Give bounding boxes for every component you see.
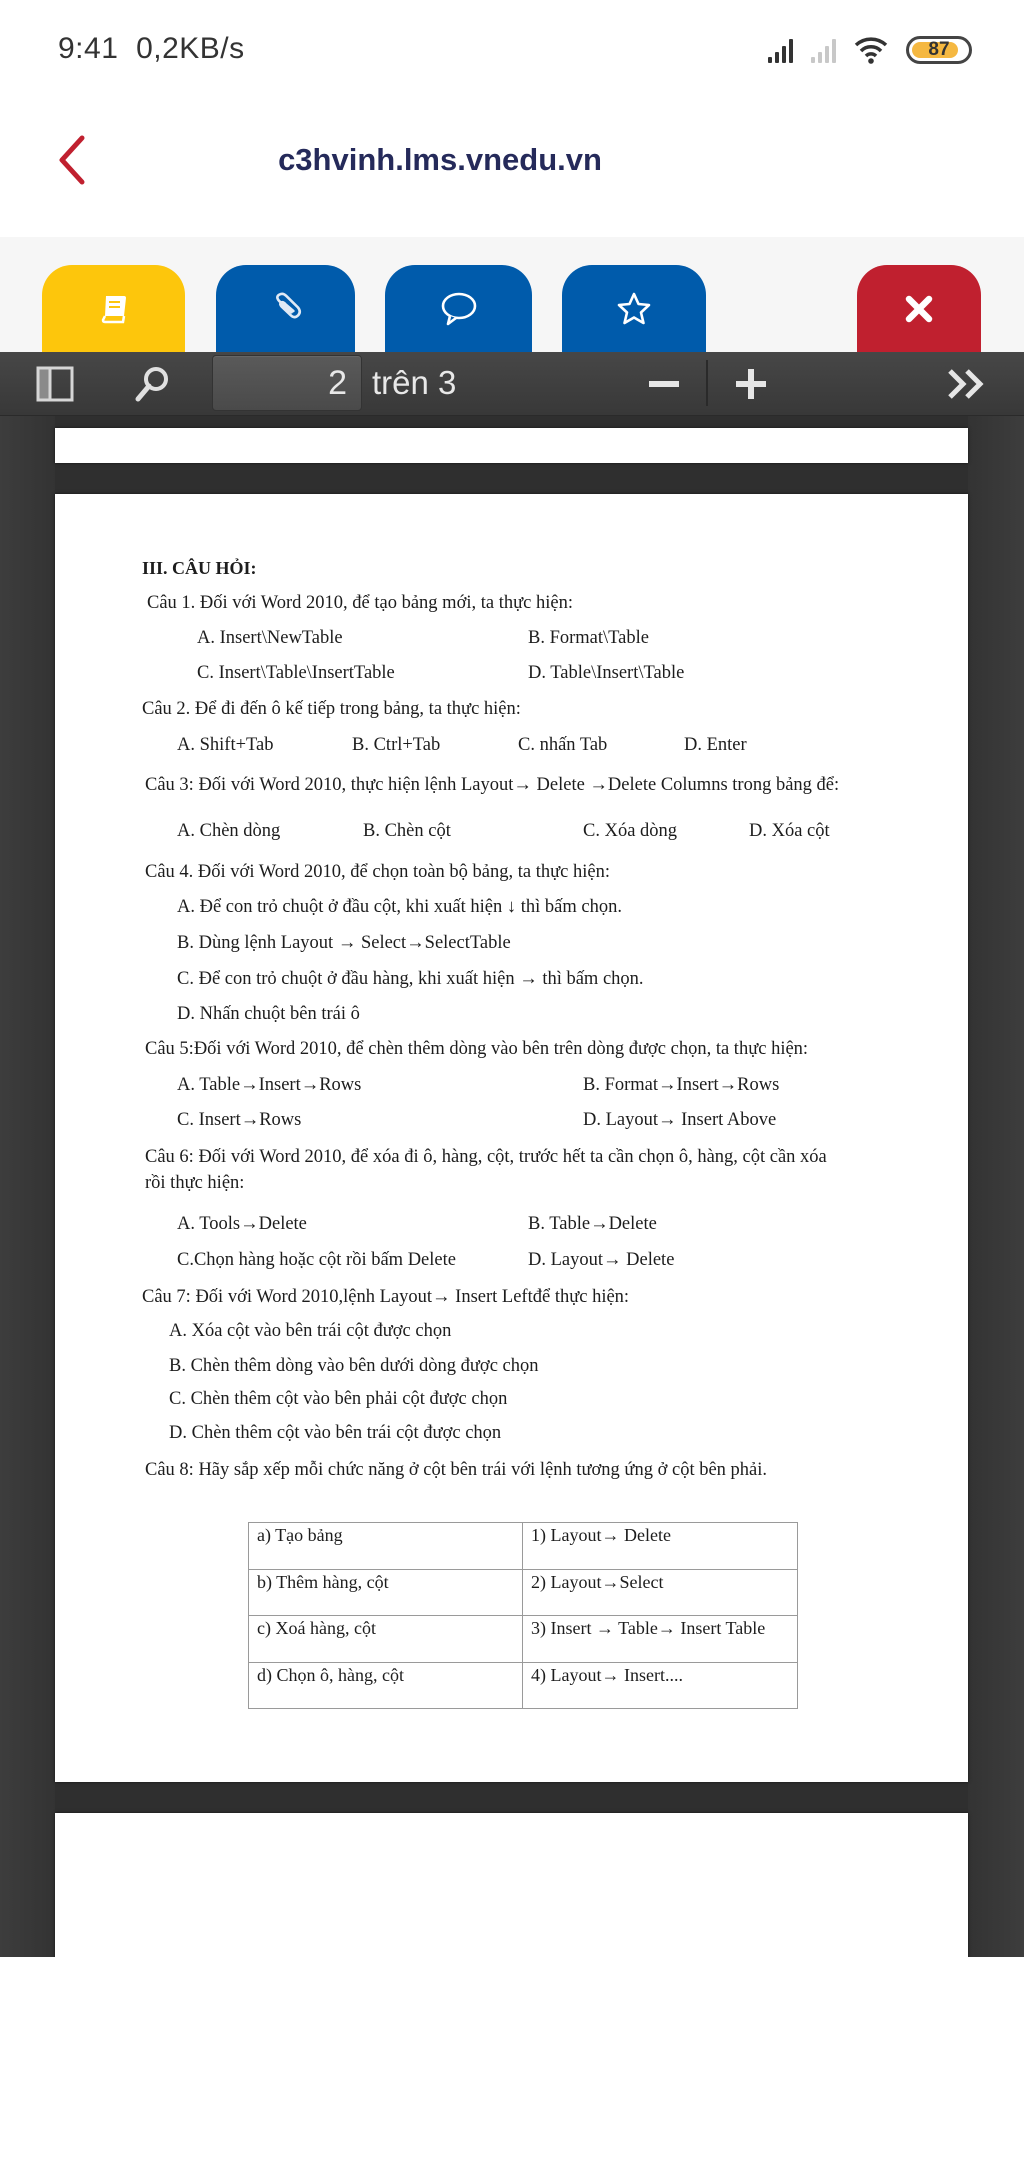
paperclip-icon bbox=[269, 291, 303, 327]
signal-icon bbox=[768, 37, 793, 63]
star-icon bbox=[616, 292, 652, 326]
tab-strip bbox=[0, 237, 1024, 352]
table-cell: 1) Layout→ Delete bbox=[523, 1523, 798, 1570]
question-8: Câu 8: Hãy sắp xếp mỗi chức năng ở cột bên trái với lệnh tương ứng ở cột bên phải. bbox=[145, 1460, 768, 1480]
q3-option-d: D. Xóa cột bbox=[749, 821, 830, 841]
q4-option-d: D. Nhấn chuột bên trái ô bbox=[177, 1004, 360, 1024]
table-cell: a) Tạo bảng bbox=[249, 1523, 523, 1570]
table-cell: b) Thêm hàng, cột bbox=[249, 1569, 523, 1616]
book-icon bbox=[97, 292, 131, 326]
tab-book[interactable] bbox=[42, 265, 185, 352]
network-speed: 0,2KB/s bbox=[136, 32, 245, 65]
page-number-input[interactable] bbox=[212, 355, 362, 411]
clock: 9:41 bbox=[58, 32, 119, 65]
sidebar-toggle-button[interactable] bbox=[34, 352, 76, 416]
wifi-icon bbox=[854, 36, 888, 64]
q7-option-d: D. Chèn thêm cột vào bên trái cột được chọn bbox=[169, 1423, 502, 1443]
q4-option-b: B. Dùng lệnh Layout → Select→SelectTable bbox=[177, 933, 511, 953]
q3-option-c: C. Xóa dòng bbox=[583, 821, 678, 841]
double-chevron-right-icon bbox=[945, 367, 989, 401]
signal-off-icon bbox=[811, 37, 836, 63]
table-cell: 4) Layout→ Insert.... bbox=[523, 1662, 798, 1709]
table-cell: 2) Layout→Select bbox=[523, 1569, 798, 1616]
table-cell: c) Xoá hàng, cột bbox=[249, 1616, 523, 1663]
tab-attachment[interactable] bbox=[216, 265, 355, 352]
q5-option-a: A. Table→Insert→Rows bbox=[177, 1075, 362, 1095]
pdf-page-previous bbox=[55, 428, 968, 463]
q2-option-a: A. Shift+Tab bbox=[177, 735, 274, 755]
plus-icon bbox=[734, 367, 768, 401]
table-row bbox=[249, 1662, 798, 1709]
zoom-in-button[interactable] bbox=[730, 352, 772, 416]
tab-favorite[interactable] bbox=[562, 265, 706, 352]
document-content bbox=[55, 494, 968, 1782]
minus-icon bbox=[647, 379, 681, 389]
pdf-toolbar bbox=[0, 352, 1024, 416]
pdf-page-current bbox=[55, 494, 968, 1782]
q7-option-b: B. Chèn thêm dòng vào bên dưới dòng được chọn bbox=[169, 1356, 539, 1376]
table-cell: d) Chọn ô, hàng, cột bbox=[249, 1662, 523, 1709]
question-6: Câu 6: Đối với Word 2010, để xóa đi ô, hàng, cột, trước hết ta cần chọn ô, hàng, cột cần xóa bbox=[145, 1147, 827, 1167]
close-icon bbox=[904, 294, 934, 324]
question-5: Câu 5:Đối với Word 2010, để chèn thêm dòng vào bên trên dòng được chọn, ta thực hiện: bbox=[145, 1039, 809, 1059]
q6-option-c: C.Chọn hàng hoặc cột rồi bấm Delete bbox=[177, 1250, 456, 1270]
q3-option-a: A. Chèn dòng bbox=[177, 821, 281, 841]
pdf-viewer[interactable] bbox=[0, 416, 1024, 1957]
pdf-page-next bbox=[55, 1813, 968, 1957]
page-number: 2 bbox=[328, 364, 347, 402]
q6-option-a: A. Tools→Delete bbox=[177, 1214, 307, 1234]
sidebar-toggle-icon bbox=[36, 366, 74, 402]
q1-option-d: D. Table\Insert\Table bbox=[528, 663, 685, 683]
table-cell: 3) Insert → Table→ Insert Table bbox=[523, 1616, 798, 1663]
question-3: Câu 3: Đối với Word 2010, thực hiện lệnh Layout→ Delete →Delete Columns trong bảng để: bbox=[145, 775, 840, 795]
q7-option-c: C. Chèn thêm cột vào bên phải cột được chọn bbox=[169, 1389, 508, 1409]
page-title: c3hvinh.lms.vnedu.vn bbox=[278, 142, 602, 177]
q3-option-b: B. Chèn cột bbox=[363, 821, 451, 841]
question-4: Câu 4. Đối với Word 2010, để chọn toàn bộ bảng, ta thực hiện: bbox=[145, 862, 610, 882]
table-row bbox=[249, 1523, 798, 1570]
search-button[interactable] bbox=[130, 352, 174, 416]
q4-option-a: A. Để con trỏ chuột ở đầu cột, khi xuất hiện ↓ thì bấm chọn. bbox=[177, 897, 622, 917]
question-2: Câu 2. Để đi đến ô kế tiếp trong bảng, ta thực hiện: bbox=[142, 699, 521, 719]
q5-option-b: B. Format→Insert→Rows bbox=[583, 1075, 780, 1095]
q4-option-c: C. Để con trỏ chuột ở đầu hàng, khi xuất hiện → thì bấm chọn. bbox=[177, 969, 644, 989]
q2-option-b: B. Ctrl+Tab bbox=[352, 735, 441, 755]
question-6-cont: rồi thực hiện: bbox=[145, 1173, 245, 1193]
status-time bbox=[58, 32, 245, 66]
question-7: Câu 7: Đối với Word 2010,lệnh Layout→ Insert Leftđể thực hiện: bbox=[142, 1287, 630, 1307]
q2-option-c: C. nhấn Tab bbox=[518, 735, 608, 755]
table-row bbox=[249, 1616, 798, 1663]
matching-table bbox=[248, 1522, 798, 1709]
q2-option-d: D. Enter bbox=[684, 735, 747, 755]
app-header bbox=[0, 100, 1024, 237]
toolbar-separator bbox=[706, 360, 708, 406]
q1-option-c: C. Insert\Table\InsertTable bbox=[197, 663, 395, 683]
comment-icon bbox=[440, 291, 478, 327]
tab-close[interactable] bbox=[857, 265, 981, 352]
q5-option-c: C. Insert→Rows bbox=[177, 1110, 302, 1130]
search-icon bbox=[132, 364, 172, 404]
battery-level: 87 bbox=[928, 39, 950, 60]
q6-option-d: D. Layout→ Delete bbox=[528, 1250, 675, 1270]
section-heading: III. CÂU HỎI: bbox=[142, 558, 257, 578]
q5-option-d: D. Layout→ Insert Above bbox=[583, 1110, 777, 1130]
q1-option-a: A. Insert\NewTable bbox=[197, 628, 343, 648]
status-bar bbox=[0, 0, 1024, 100]
q1-option-b: B. Format\Table bbox=[528, 628, 649, 648]
q7-option-a: A. Xóa cột vào bên trái cột được chọn bbox=[169, 1321, 452, 1341]
status-icons bbox=[768, 34, 972, 66]
table-row bbox=[249, 1569, 798, 1616]
q6-option-b: B. Table→Delete bbox=[528, 1214, 657, 1234]
tab-comments[interactable] bbox=[385, 265, 532, 352]
zoom-out-button[interactable] bbox=[643, 352, 685, 416]
page-count-label: trên 3 bbox=[372, 364, 457, 401]
battery-icon bbox=[906, 36, 972, 64]
question-1: Câu 1. Đối với Word 2010, để tạo bảng mới, ta thực hiện: bbox=[147, 593, 573, 613]
more-tools-button[interactable] bbox=[944, 352, 990, 416]
